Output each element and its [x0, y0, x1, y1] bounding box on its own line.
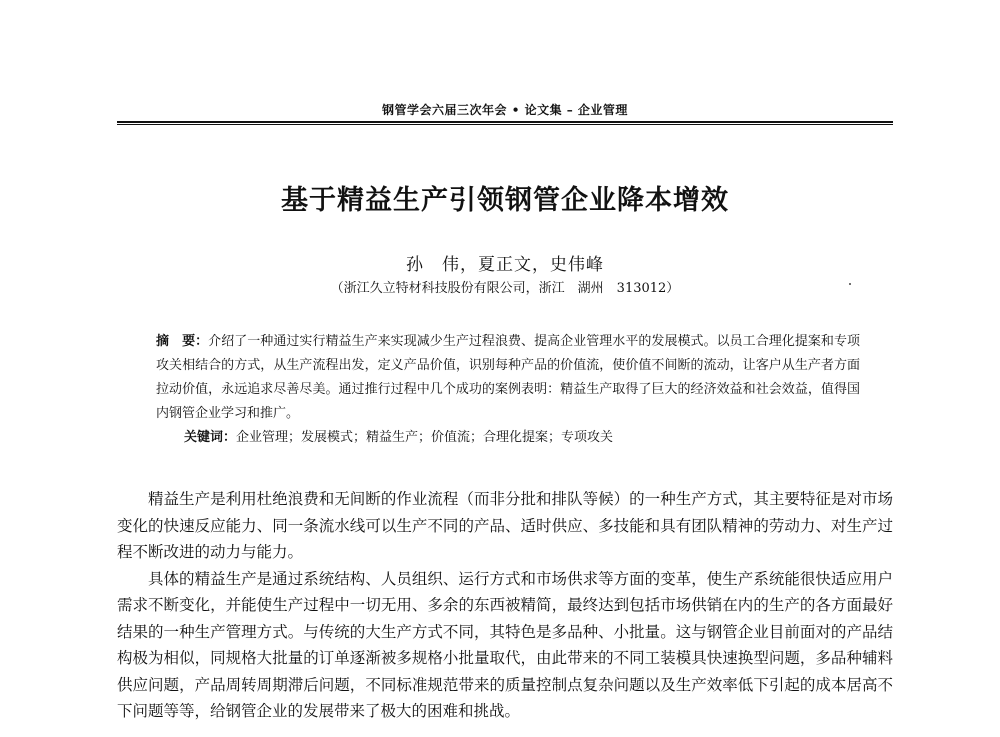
abstract-text: 介绍了一种通过实行精益生产来实现减少生产过程浪费、提高企业管理水平的发展模式。以员工合理化提案和专项攻关相结合的方式，从生产流程出发，定义产品价值，识别每种产品的价值流，使价值不间断的流动，让客户从生产者方面拉动价值，永远追求尽善尽美。通过推行过程中几个成功的案例表明：精益生产取得了巨大的经济效益和社会效益，值得国内钢管企业学习和推广。 [156, 334, 860, 421]
scan-speck [849, 283, 851, 285]
keywords [184, 426, 860, 450]
body-paragraph-2: 具体的精益生产是通过系统结构、人员组织、运行方式和市场供求等方面的变革，使生产系统能很快适应用户需求不断变化，并能使生产过程中一切无用、多余的东西被精简，最终达到包括市场供销在内的生产的各方面最好结果的一种生产管理方式。与传统的大生产方式不同，其特色是多品种、小批量。这与钢管企业目前面对的产品结构极为相似，同规格大批量的订单逐渐被多规格小批量取代，由此带来的不同工装模具快速换型问题，多品种辅料供应问题，产品周转周期滞后问题，不同标准规范带来的质量控制点复杂问题以及生产效率低下引起的成本居高不下问题等等，给钢管企业的发展带来了极大的困难和挑战。 [117, 569, 893, 720]
keywords-label: 关键词： [184, 430, 237, 445]
paper-title: 基于精益生产引领钢管企业降本增效 [281, 185, 729, 216]
body-paragraph-1: 精益生产是利用杜绝浪费和无间断的作业流程（而非分批和排队等候）的一种生产方式，其主要特征是对市场变化的快速反应能力、同一条流水线可以生产不同的产品、适时供应、多技能和具有团队精神的劳动力、对生产过程不断改进的动力与能力。 [117, 490, 893, 561]
running-header: 钢管学会六届三次年会 • 论文集 – 企业管理 [382, 103, 628, 117]
abstract [156, 330, 860, 426]
keywords-text: 企业管理；发展模式；精益生产；价值流；合理化提案；专项攻关 [236, 430, 614, 445]
abstract-label: 摘 要： [156, 334, 209, 349]
authors: 孙 伟，夏正文，史伟峰 [406, 255, 604, 275]
header-rule [117, 121, 893, 125]
affiliation: （浙江久立特材科技股份有限公司，浙江 湖州 313012） [330, 281, 680, 296]
body-text [117, 486, 893, 725]
